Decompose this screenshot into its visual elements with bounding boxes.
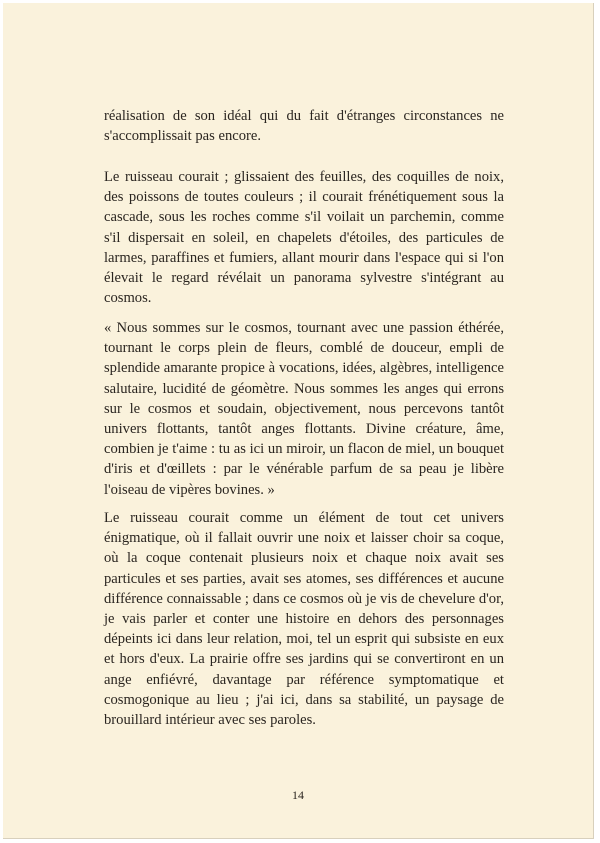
paragraph: réalisation de son idéal qui du fait d'étranges circonstances ne s'accomplissait pas encore. <box>104 108 504 145</box>
paragraph: « Nous sommes sur le cosmos, tournant avec une passion éthérée, tournant le corps plein de fleurs, comblé de douceur, empli de splendide amarante propice à vocations, idées, algèbres, intelligence salutaire, lucidité de géomètre. Nous sommes les anges qui errons sur le cosmos et soudain, objectivement, nous percevons tantôt univers flottants, tantôt anges flottants. Divine créature, âme, combien je t'aime : tu as ici un miroir, un flacon de miel, un bouquet d'iris et d'œillets : par le vénérable parfum de sa peau je libère l'oiseau de vipères bovines. » <box>104 320 504 498</box>
paragraph: Le ruisseau courait ; glissaient des feuilles, des coquilles de noix, des poissons de toutes couleurs ; il courait frénétiquement sous la cascade, sous les roches comme s'il voilait un parchemin, comme s'il dispersait en soleil, en chapelets d'étoiles, des particules de larmes, paraffines et fumiers, allant mourir dans l'espace qui si l'on élevait le regard révélait un panorama sylvestre s'intégrant au cosmos. <box>104 169 504 307</box>
paragraph: Le ruisseau courait comme un élément de tout cet univers énigmatique, où il fallait ouvrir une noix et laisser choir sa coque, où la coque contenait plusieurs noix et chaque noix avait ses particules et ses parties, avait ses atomes, ses différences et aucune différence connaissable ; dans ce cosmos où je vis de chevelure d'or, je vais parler et conter une histoire en dehors des personnages dépeints ici dans leur relation, moi, tel un esprit qui subsiste en eux et hors d'eux. La prairie offre ses jardins qui se convertiront en un ange enfiévré, davantage par référence symptomatique et cosmogonique au lieu ; j'ai ici, dans sa stabilité, un paysage de brouillard intérieur avec ses paroles. <box>104 510 504 729</box>
page-number: 14 <box>292 788 304 802</box>
book-page <box>3 3 594 839</box>
